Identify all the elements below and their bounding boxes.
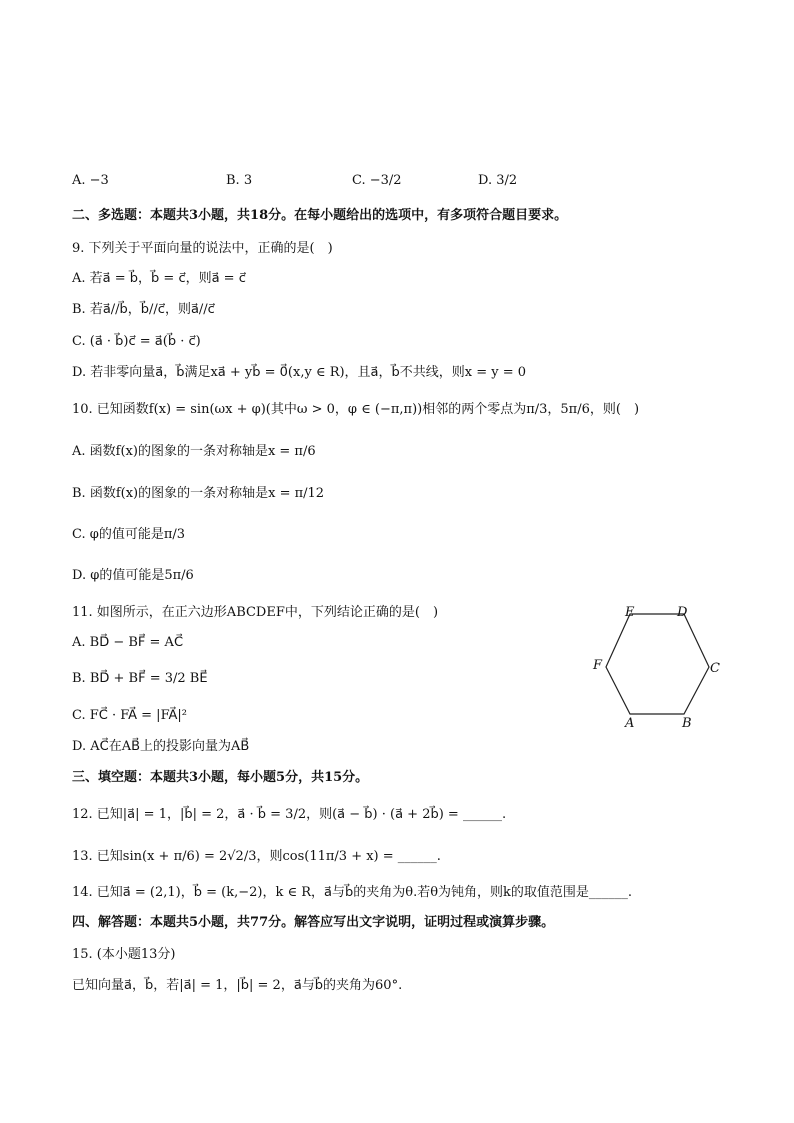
q9-option-c: C. (a⃗ · b⃗)c⃗ = a⃗(b⃗ · c⃗) <box>72 334 201 349</box>
q15-title: 15. (本小题13分) <box>72 947 176 962</box>
q9-option-a: A. 若a⃗ = b⃗，b⃗ = c⃗，则a⃗ = c⃗ <box>72 271 246 286</box>
label-f: F <box>593 658 603 673</box>
q9-option-d: D. 若非零向量a⃗，b⃗满足xa⃗ + yb⃗ = 0⃗(x,y ∈ R)，且a⃗，b⃗不共线，则x = y = 0 <box>72 365 527 380</box>
q11-stem: 11. 如图所示，在正六边形ABCDEF中，下列结论正确的是( ) <box>72 605 439 620</box>
q8-option-b: B. 3 <box>226 173 253 188</box>
label-d: D <box>677 605 688 620</box>
section-2-heading: 二、多选题：本题共3小题，共18分。在每小题给出的选项中，有多项符合题目要求。 <box>72 208 568 223</box>
q9-option-b: B. 若a⃗//b⃗，b⃗//c⃗，则a⃗//c⃗ <box>72 302 215 317</box>
q8-option-c: C. −3/2 <box>352 173 402 188</box>
section-3-heading: 三、填空题：本题共3小题，每小题5分，共15分。 <box>72 770 369 785</box>
q12: 12. 已知|a⃗| = 1，|b⃗| = 2，a⃗ · b⃗ = 3/2，则(a⃗ − b⃗) · (a⃗ + 2b⃗) = ______. <box>72 807 507 822</box>
q8-option-d: D. 3/2 <box>478 173 518 188</box>
q11-option-b: B. BD⃗ + BF⃗ = 3/2 BE⃗ <box>72 671 208 686</box>
label-e: E <box>625 605 635 620</box>
q10-option-a: A. 函数f(x)的图象的一条对称轴是x = π/6 <box>72 444 316 459</box>
q9-stem: 9. 下列关于平面向量的说法中，正确的是( ) <box>72 241 333 256</box>
hexagon-figure <box>585 600 725 732</box>
label-a: A <box>625 716 635 731</box>
q10-option-c: C. φ的值可能是π/3 <box>72 527 186 542</box>
q13: 13. 已知sin(x + π/6) = 2√2/3，则cos(11π/3 + x) = ______. <box>72 849 441 864</box>
q11-option-d: D. AC⃗在AB⃗上的投影向量为AB⃗ <box>72 739 250 754</box>
section-4-heading: 四、解答题：本题共5小题，共77分。解答应写出文字说明，证明过程或演算步骤。 <box>72 915 555 930</box>
q10-stem: 10. 已知函数f(x) = sin(ωx + φ)(其中ω > 0，φ ∈ (−π,π))相邻的两个零点为π/3，5π/6，则( ) <box>72 402 640 417</box>
q8-option-a: A. −3 <box>72 173 109 188</box>
label-b: B <box>682 716 692 731</box>
q10-option-d: D. φ的值可能是5π/6 <box>72 568 194 583</box>
q11-option-c: C. FC⃗ · FA⃗ = |FA⃗|² <box>72 708 187 723</box>
q10-option-b: B. 函数f(x)的图象的一条对称轴是x = π/12 <box>72 486 325 501</box>
q15-text: 已知向量a⃗，b⃗，若|a⃗| = 1，|b⃗| = 2，a⃗与b⃗的夹角为60°. <box>72 978 403 993</box>
label-c: C <box>710 661 720 676</box>
q14: 14. 已知a⃗ = (2,1)，b⃗ = (k,−2)，k ∈ R，a⃗与b⃗的夹角为θ.若θ为钝角，则k的取值范围是______. <box>72 885 633 900</box>
hexagon-shape <box>606 614 709 714</box>
q11-option-a: A. BD⃗ − BF⃗ = AC⃗ <box>72 635 184 650</box>
